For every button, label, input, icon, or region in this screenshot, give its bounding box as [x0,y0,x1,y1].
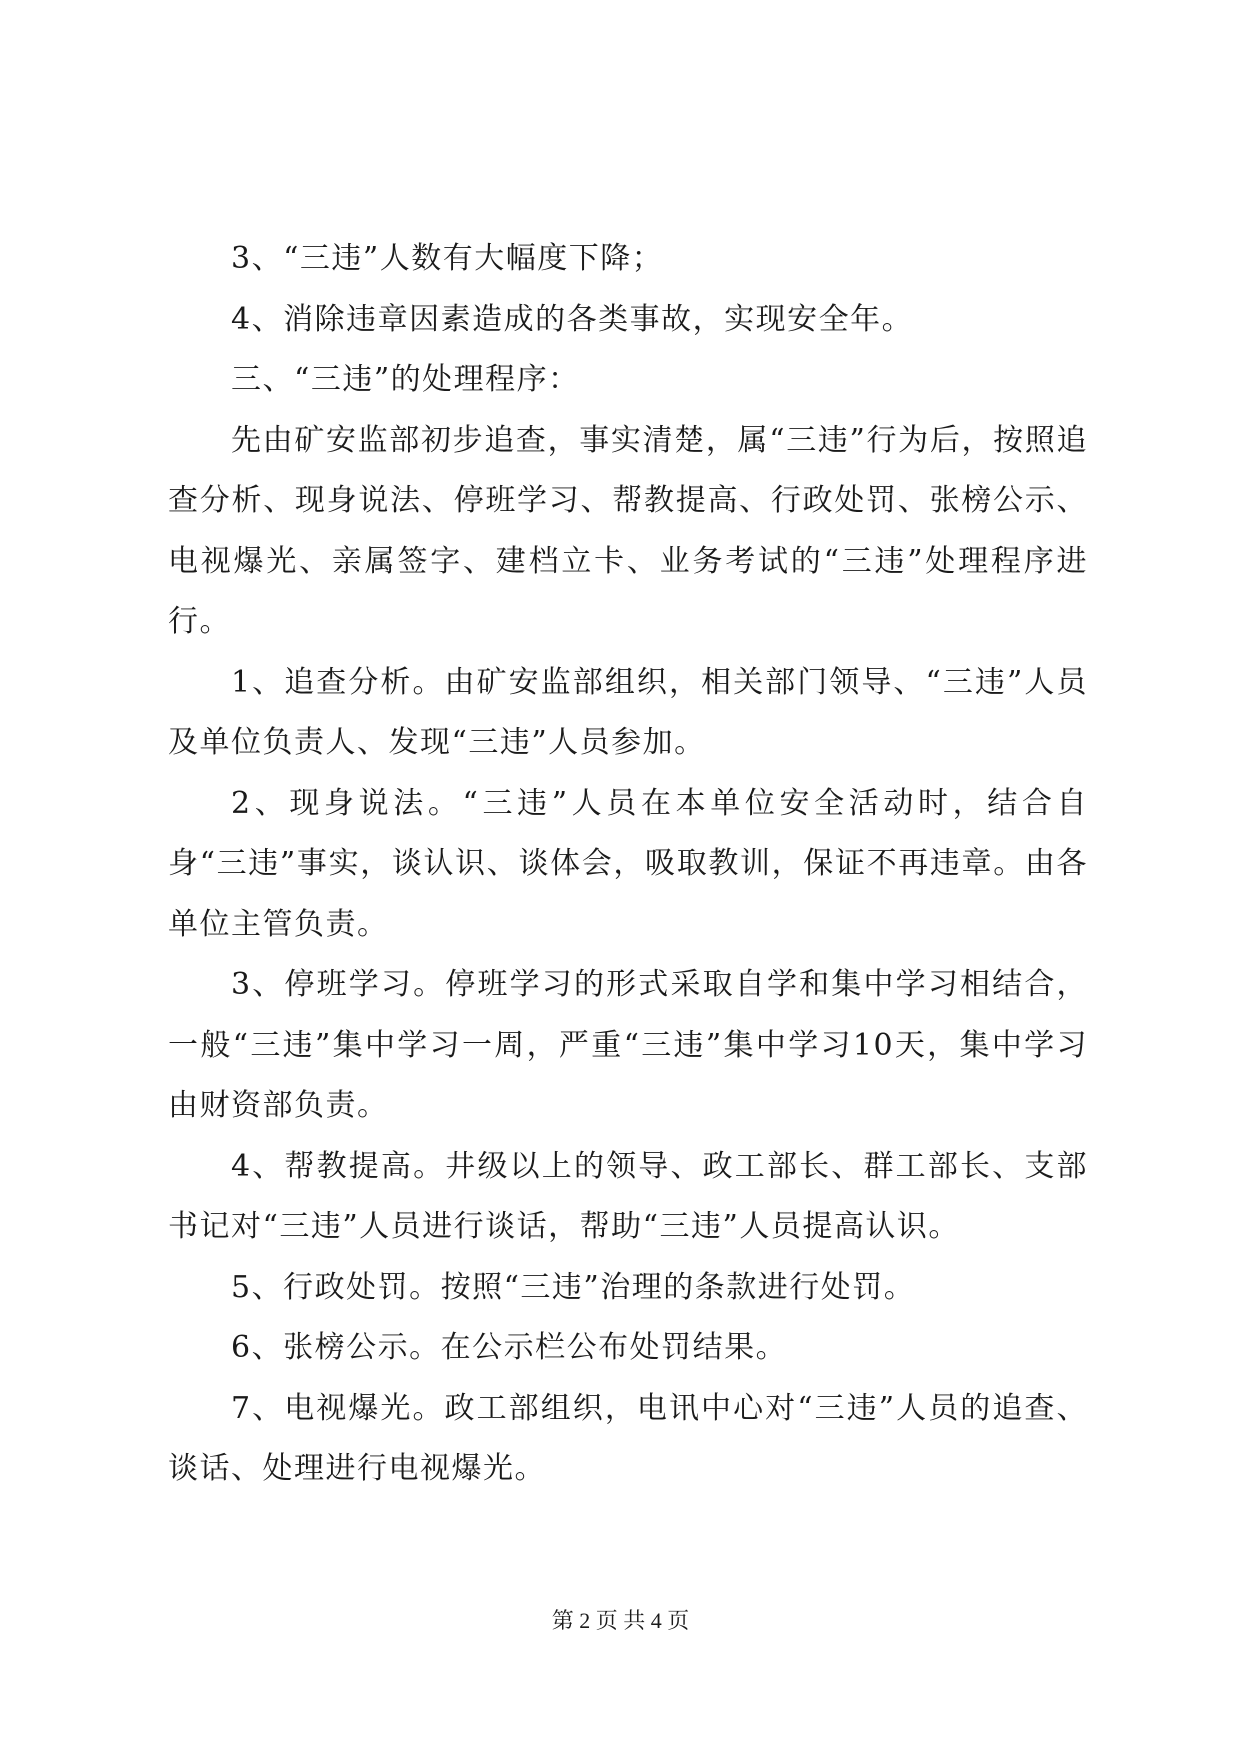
paragraph-step-2: 2、现身说法。“三违”人员在本单位安全活动时，结合自身“三违”事实，谈认识、谈体会，吸取教训，保证不再违章。由各单位主管负责。 [168,785,1088,942]
paragraph-step-6: 6、张榜公示。在公示栏公布处罚结果。 [231,1330,788,1365]
paragraph-step-4: 4、帮教提高。井级以上的领导、政工部长、群工部长、支部书记对“三违”人员进行谈话，帮助“三违”人员提高认识。 [168,1148,1088,1244]
paragraph-item-4: 4、消除违章因素造成的各类事故，实现安全年。 [231,301,914,337]
document-body [168,229,1088,1500]
paragraph-step-7: 7、电视爆光。政工部组织，电讯中心对“三违”人员的追查、谈话、处理进行电视爆光。 [168,1390,1088,1486]
page-number-footer: 第 2 页 共 4 页 [551,1608,690,1633]
paragraph-step-5: 5、行政处罚。按照“三违”治理的条款进行处罚。 [231,1269,916,1305]
paragraph-procedure-intro: 先由矿安监部初步追查，事实清楚，属“三违”行为后，按照追查分析、现身说法、停班学习、帮教提高、行政处罚、张榜公示、电视爆光、亲属签字、建档立卡、业务考试的“三违”处理程序进行。 [168,422,1088,639]
section-heading-procedure: 三、“三违”的处理程序： [231,362,580,397]
paragraph-step-1: 1、追查分析。由矿安监部组织，相关部门领导、“三违”人员及单位负责人、发现“三违”人员参加。 [168,664,1088,760]
paragraph-step-3: 3、停班学习。停班学习的形式采取自学和集中学习相结合，一般“三违”集中学习一周，严重“三违”集中学习10天，集中学习由财资部负责。 [168,967,1088,1123]
paragraph-item-3: 3、“三违”人数有大幅度下降； [231,241,664,276]
